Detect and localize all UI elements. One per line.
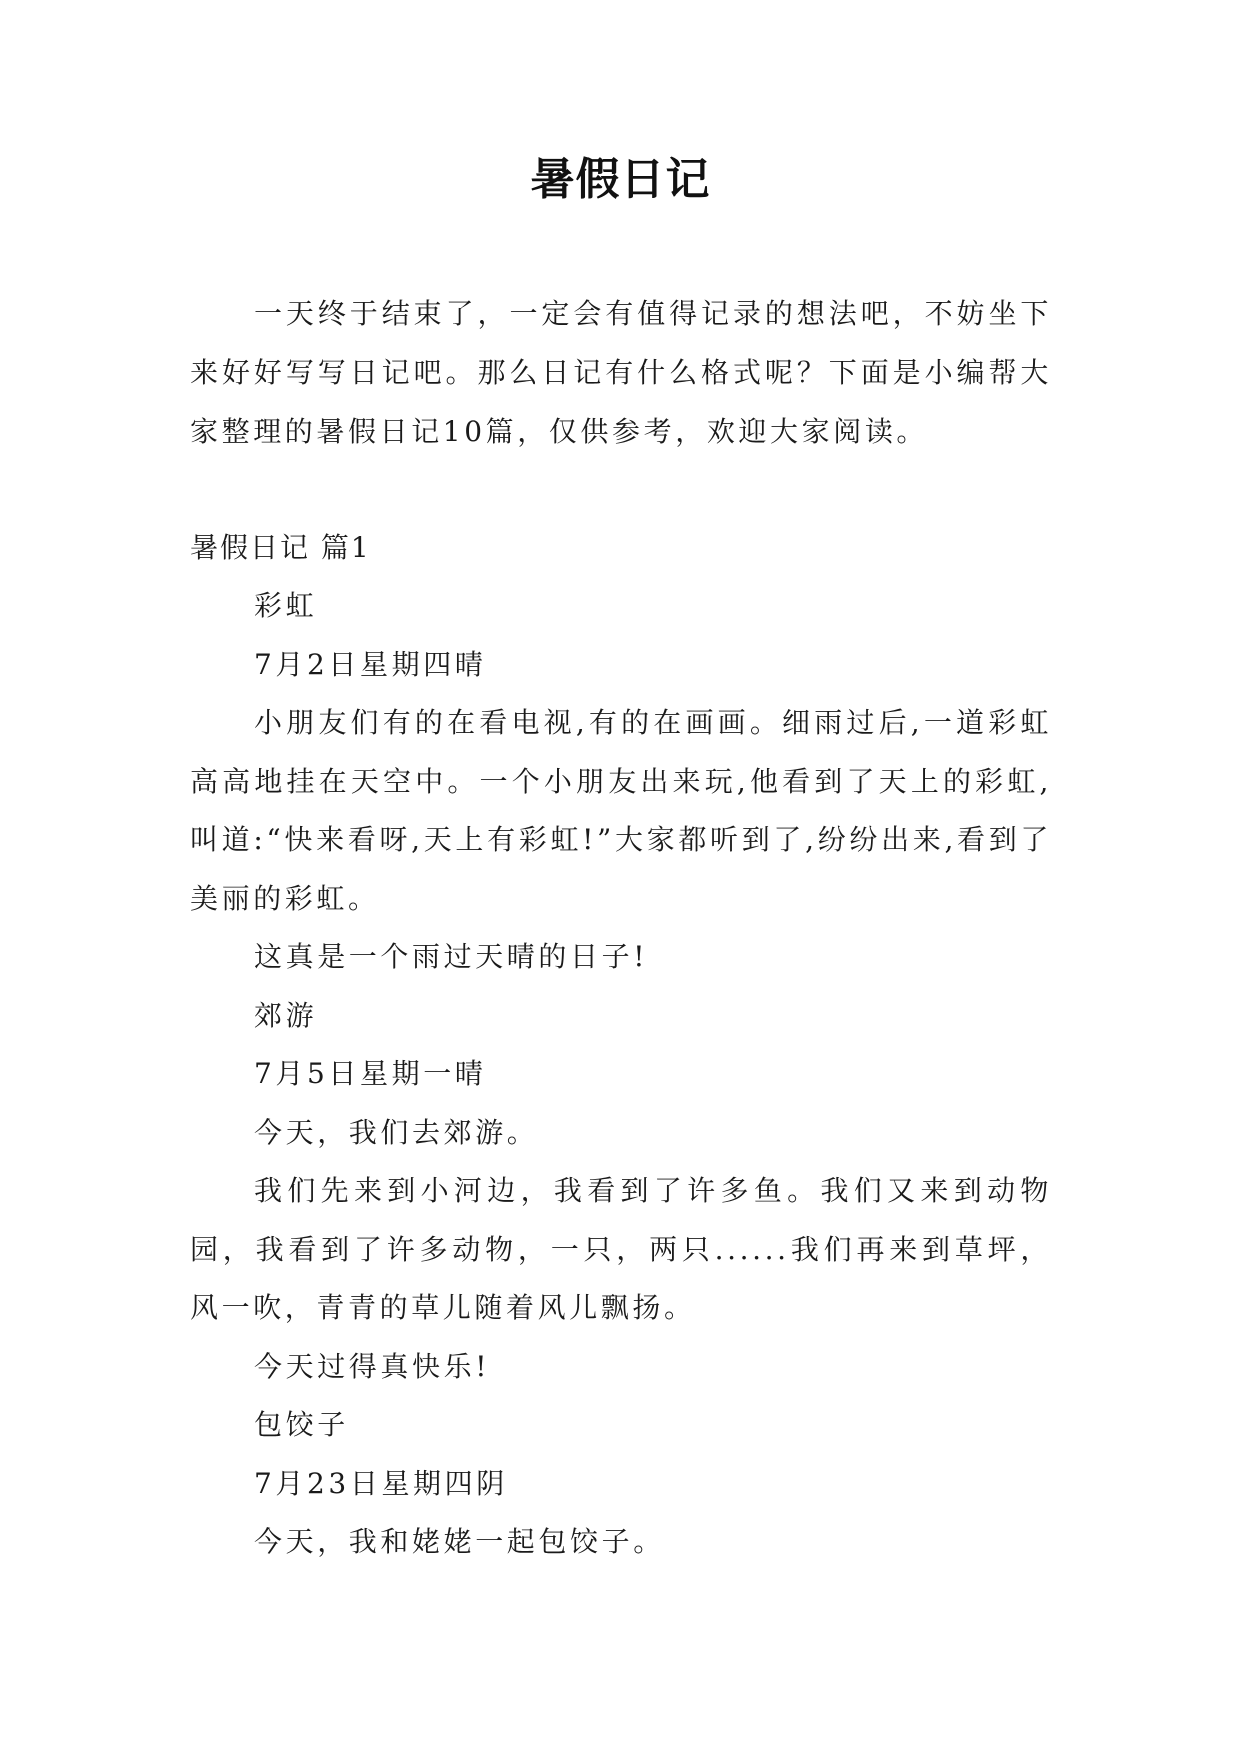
entry-title-outing: 郊游 [254,998,318,1032]
document-title: 暑假日记 [530,154,711,205]
body-paragraph: 今天，我们去郊游。 [254,1115,539,1149]
document-body [190,284,1052,1572]
entry-date: 7月23日星期四阴 [254,1466,508,1500]
entry-title-dumplings: 包饺子 [254,1408,349,1441]
body-paragraph: 我们先来到小河边，我看到了许多鱼。我们又来到动物园，我看到了许多动物，一只，两只......我们再来到草坪，风一吹，青青的草儿随着风儿飘扬。 [190,1174,1052,1324]
body-paragraph: 这真是一个雨过天晴的日子! [254,940,649,973]
body-paragraph: 今天，我和姥姥一起包饺子。 [254,1525,665,1558]
section-heading: 暑假日记 篇1 [190,531,371,564]
intro-paragraph: 一天终于结束了，一定会有值得记录的想法吧，不妨坐下来好好写写日记吧。那么日记有什么格式呢？下面是小编帮大家整理的暑假日记10篇，仅供参考，欢迎大家阅读。 [190,297,1052,448]
body-paragraph: 小朋友们有的在看电视,有的在画画。细雨过后,一道彩虹高高地挂在天空中。一个小朋友出来玩,他看到了天上的彩虹,叫道:“快来看呀,天上有彩虹!”大家都听到了,纷纷出来,看到了美丽的彩虹。 [190,706,1052,915]
entry-date: 7月2日星期四晴 [254,647,487,681]
body-paragraph: 今天过得真快乐! [254,1349,491,1383]
entry-title-rainbow: 彩虹 [254,589,318,622]
entry-date: 7月5日星期一晴 [254,1057,487,1090]
